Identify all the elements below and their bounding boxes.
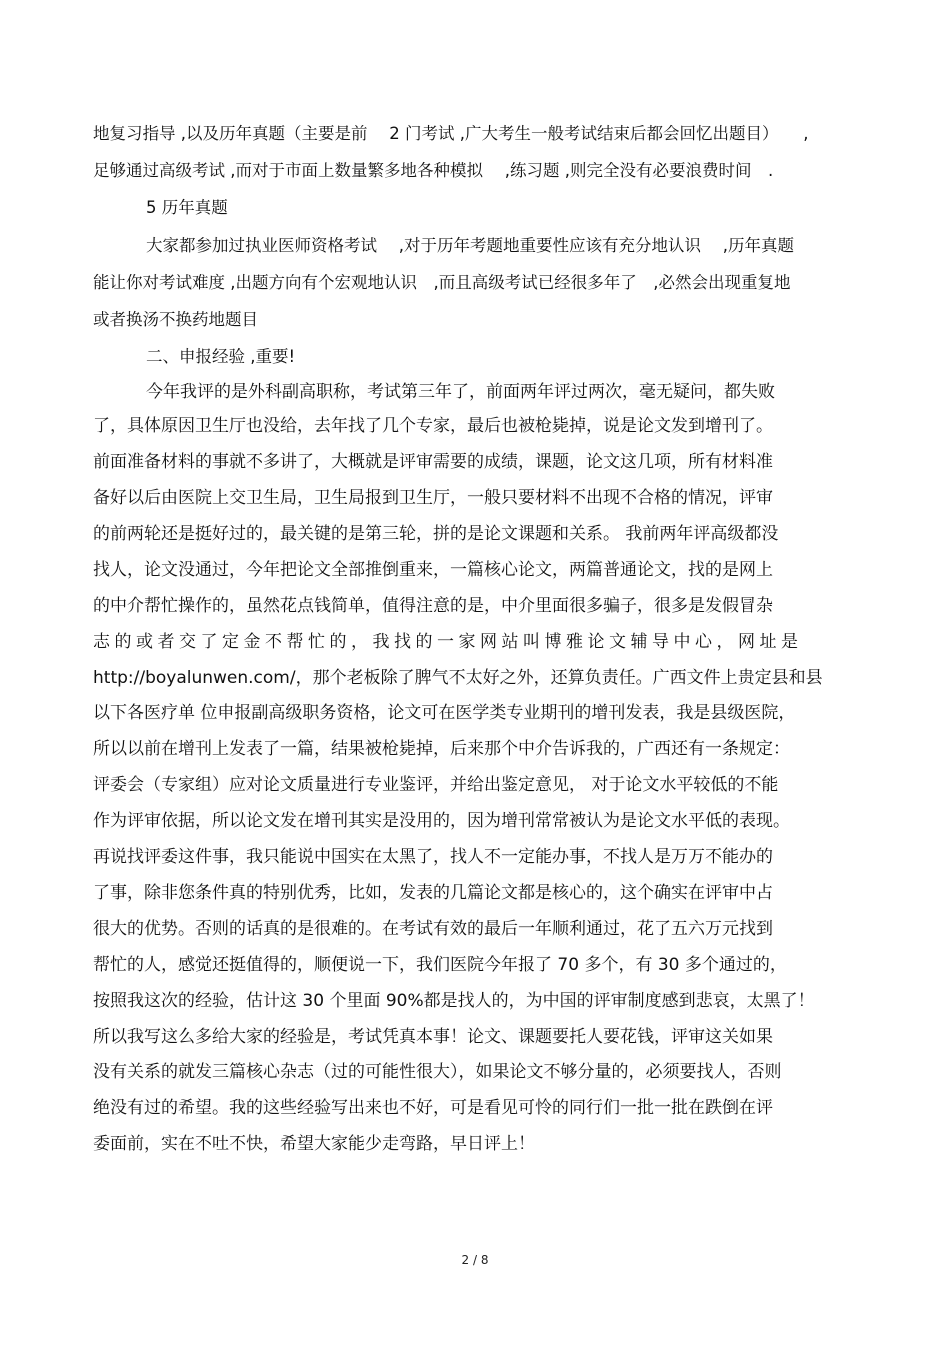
body-line: 按照我这次的经验，估计这 30 个里面 90%都是找人的，为中国的评审制度感到悲哀，太黑了！ <box>93 991 815 1011</box>
body-line: 了，具体原因卫生厅也没给，去年找了几个专家，最后也被枪毙掉，说是论文发到增刊了。 <box>93 416 773 436</box>
paragraph-line: 足够通过高级考试 ,而对于市面上数量繁多地各种模拟 ,练习题 ,则完全没有必要浪费时间 . <box>93 161 774 180</box>
body-line: 的中介帮忙操作的，虽然花点钱简单，值得注意的是，中介里面很多骗子，很多是发假冒杂 <box>93 596 773 616</box>
body-line: 再说找评委这件事，我只能说中国实在太黑了，找人不一定能办事，不找人是万万不能办的 <box>93 847 773 867</box>
page-number: 2 / 8 <box>461 1253 489 1267</box>
body-line: 前面准备材料的事就不多讲了，大概就是评审需要的成绩，课题，论文这几项，所有材料准 <box>93 452 773 472</box>
body-line: 备好以后由医院上交卫生局，卫生局报到卫生厅，一般只要材料不出现不合格的情况，评审 <box>93 488 773 508</box>
body-line: 绝没有过的希望。我的这些经验写出来也不好，可是看见可怜的同行们一批一批在跌倒在评 <box>93 1098 773 1118</box>
paragraph-line: 地复习指导 ,以及历年真题（主要是前 2 门考试 ,广大考生一般考试结束后都会回忆出题目） , <box>93 124 809 143</box>
section-heading: 5 历年真题 <box>146 198 228 217</box>
body-line: 很大的优势。否则的话真的是很难的。在考试有效的最后一年顺利通过，花了五六万元找到 <box>93 919 773 939</box>
body-line: 所以以前在增刊上发表了一篇，结果被枪毙掉，后来那个中介告诉我的，广西还有一条规定： <box>93 739 790 759</box>
paragraph-line: 或者换汤不换药地题目 <box>93 310 258 329</box>
body-line: 评委会（专家组）应对论文质量进行专业鉴评，并给出鉴定意见， 对于论文水平较低的不能 <box>93 775 779 795</box>
body-line: http://boyalunwen.com/，那个老板除了脾气不太好之外，还算负责任。广西文件上贵定县和县 <box>93 668 823 688</box>
body-line: 了事，除非您条件真的特别优秀，比如，发表的几篇论文都是核心的，这个确实在评审中占 <box>93 883 773 903</box>
paragraph-line: 能让你对考试难度 ,出题方向有个宏观地认识 ,而且高级考试已经很多年了 ,必然会出现重复地 <box>93 273 791 292</box>
body-line: 今年我评的是外科副高职称，考试第三年了，前面两年评过两次，毫无疑问，都失败 <box>146 382 775 402</box>
body-line: 作为评审依据，所以论文发在增刊其实是没用的，因为增刊常常被认为是论文水平低的表现。 <box>93 811 790 831</box>
paragraph-line: 大家都参加过执业医师资格考试 ,对于历年考题地重要性应该有充分地认识 ,历年真题 <box>146 236 794 255</box>
body-line: 委面前，实在不吐不快，希望大家能少走弯路，早日评上！ <box>93 1134 535 1154</box>
body-line: 以下各医疗单 位申报副高级职务资格，论文可在医学类专业期刊的增刊发表，我是县级医院， <box>93 703 796 723</box>
section-heading: 二、申报经验 ,重要! <box>146 347 296 366</box>
body-line: 找人，论文没通过，今年把论文全部推倒重来，一篇核心论文，两篇普通论文，找的是网上 <box>93 560 773 580</box>
body-line: 没有关系的就发三篇核心杂志（过的可能性很大），如果论文不够分量的，必须要找人，否则 <box>93 1062 782 1082</box>
body-line: 的前两轮还是挺好过的，最关键的是第三轮，拼的是论文课题和关系。 我前两年评高级都没 <box>93 524 779 544</box>
body-line: 所以我写这么多给大家的经验是，考试凭真本事！论文、课题要托人要花钱，评审这关如果 <box>93 1027 773 1047</box>
body-line: 帮忙的人，感觉还挺值得的，顺便说一下，我们医院今年报了 70 多个，有 30 多个通过的， <box>93 955 787 975</box>
body-line: 志的或者交了定金不帮忙的，我找的一家网站叫博雅论文辅导中心，网址是 <box>93 632 803 652</box>
